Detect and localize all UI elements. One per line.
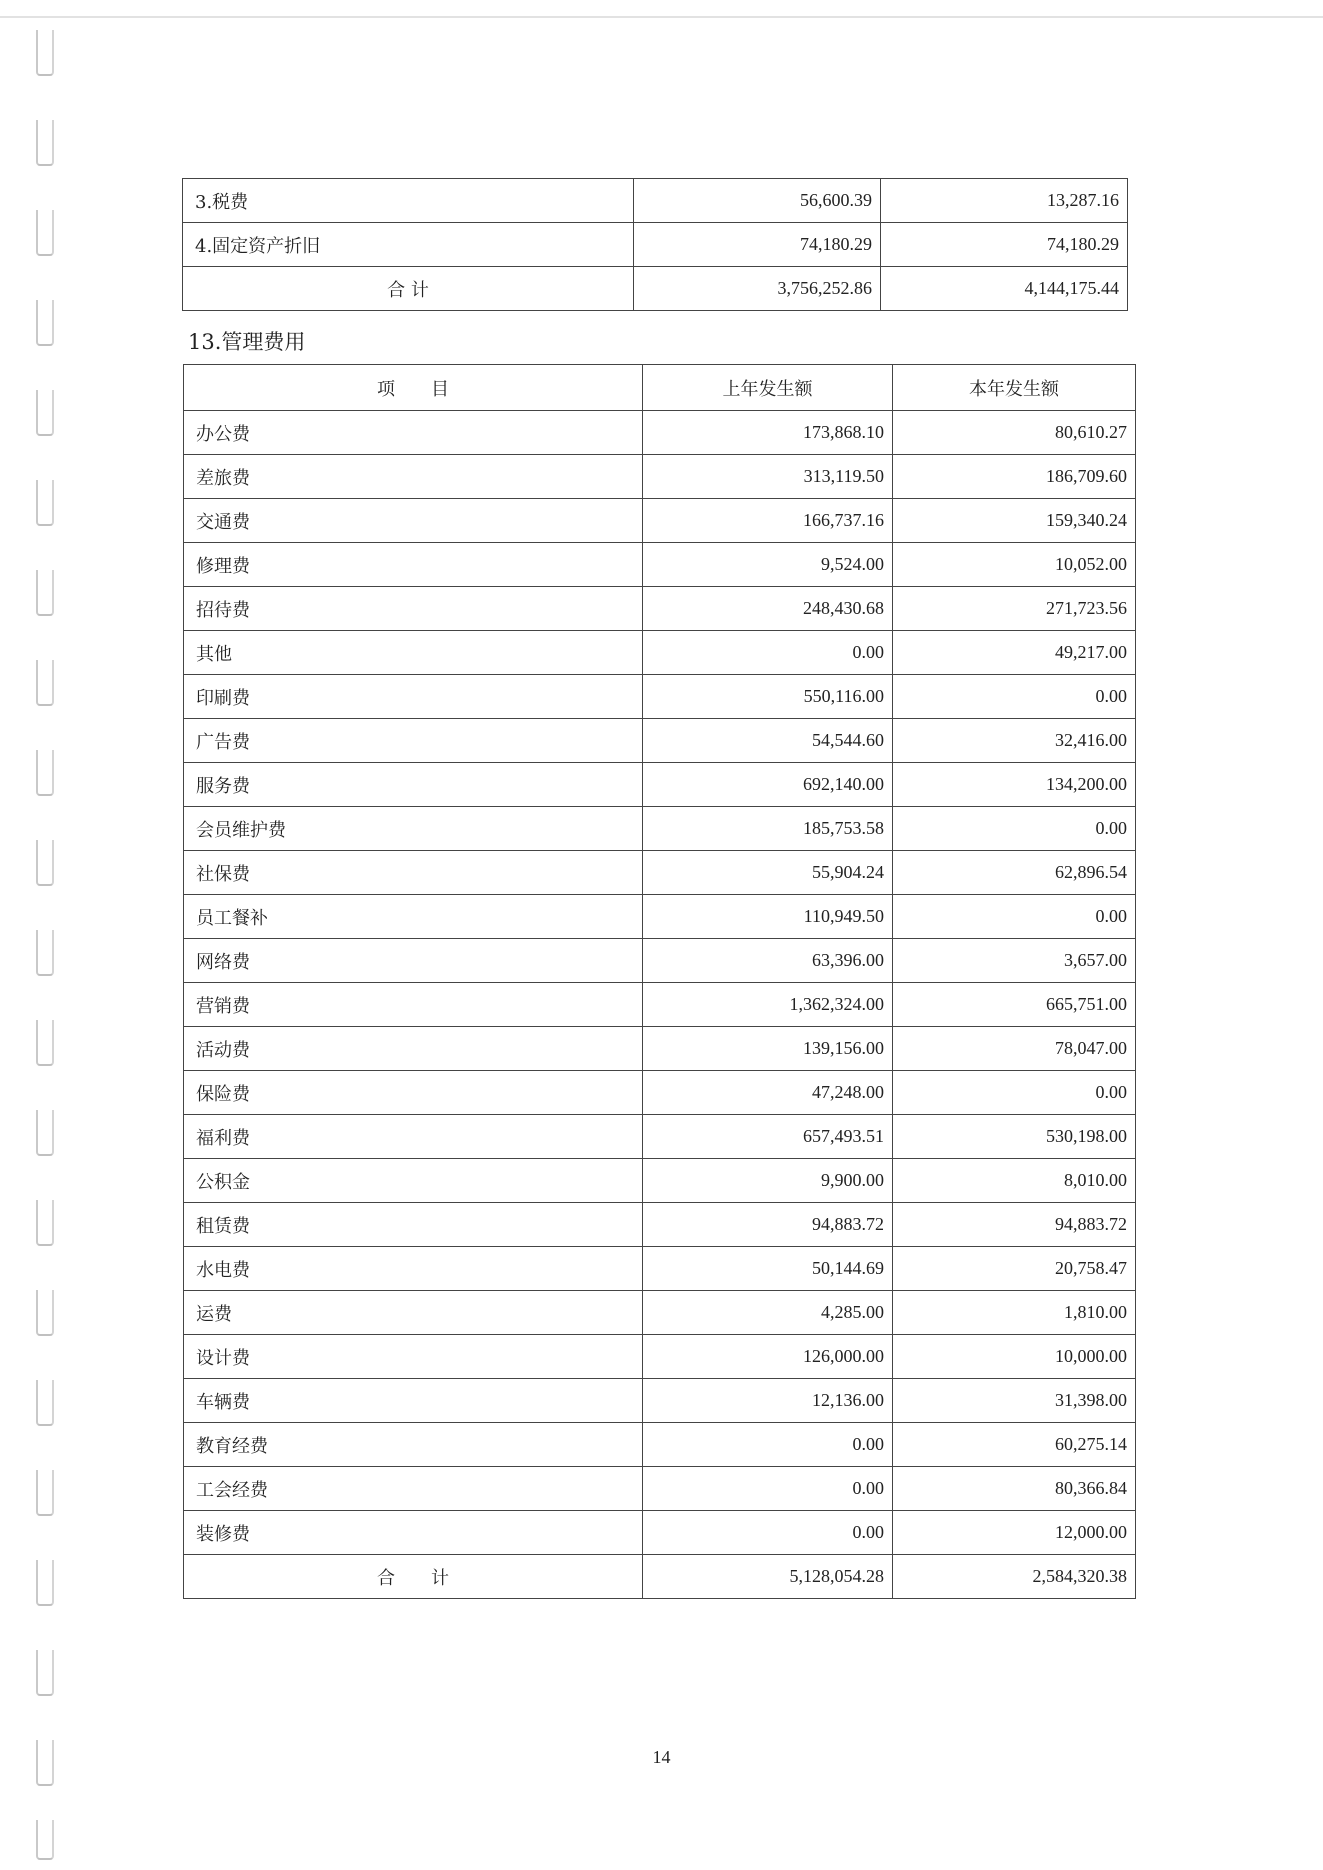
row-curr-year: 134,200.00 — [893, 763, 1136, 807]
row-item: 设计费 — [184, 1335, 643, 1379]
table-header-row — [184, 365, 1136, 411]
table-row — [184, 1511, 1136, 1555]
row-prev-year: 0.00 — [643, 631, 893, 675]
row-curr-year: 94,883.72 — [893, 1203, 1136, 1247]
row-curr-year: 60,275.14 — [893, 1423, 1136, 1467]
row-prev-year: 3,756,252.86 — [634, 267, 881, 311]
table-row — [184, 763, 1136, 807]
table-row — [184, 499, 1136, 543]
row-prev-year: 185,753.58 — [643, 807, 893, 851]
table-row — [184, 1467, 1136, 1511]
row-item: 活动费 — [184, 1027, 643, 1071]
row-prev-year: 550,116.00 — [643, 675, 893, 719]
row-prev-year: 1,362,324.00 — [643, 983, 893, 1027]
row-item: 社保费 — [184, 851, 643, 895]
row-curr-year: 78,047.00 — [893, 1027, 1136, 1071]
row-curr-year: 0.00 — [893, 675, 1136, 719]
row-curr-year: 159,340.24 — [893, 499, 1136, 543]
table-row — [184, 543, 1136, 587]
row-item: 合 计 — [184, 1555, 643, 1599]
row-item: 工会经费 — [184, 1467, 643, 1511]
table-row — [183, 223, 1128, 267]
row-item: 修理费 — [184, 543, 643, 587]
table-row — [184, 587, 1136, 631]
row-prev-year: 0.00 — [643, 1511, 893, 1555]
table-row — [184, 807, 1136, 851]
row-item: 网络费 — [184, 939, 643, 983]
row-curr-year: 0.00 — [893, 1071, 1136, 1115]
table-total-row — [184, 1555, 1136, 1599]
header-prev-year: 上年发生额 — [643, 365, 893, 411]
table-row — [184, 411, 1136, 455]
row-prev-year: 56,600.39 — [634, 179, 881, 223]
row-item: 福利费 — [184, 1115, 643, 1159]
table-row — [184, 1115, 1136, 1159]
row-prev-year: 94,883.72 — [643, 1203, 893, 1247]
row-curr-year: 0.00 — [893, 895, 1136, 939]
row-prev-year: 313,119.50 — [643, 455, 893, 499]
row-item: 广告费 — [184, 719, 643, 763]
row-curr-year: 530,198.00 — [893, 1115, 1136, 1159]
row-item: 车辆费 — [184, 1379, 643, 1423]
table-row — [184, 1335, 1136, 1379]
row-prev-year: 63,396.00 — [643, 939, 893, 983]
row-curr-year: 665,751.00 — [893, 983, 1136, 1027]
row-prev-year: 166,737.16 — [643, 499, 893, 543]
row-item: 3.税费 — [183, 179, 634, 223]
row-curr-year: 62,896.54 — [893, 851, 1136, 895]
row-item: 印刷费 — [184, 675, 643, 719]
row-prev-year: 4,285.00 — [643, 1291, 893, 1335]
binding-holes — [36, 20, 60, 1860]
row-item: 服务费 — [184, 763, 643, 807]
admin-expenses-table — [183, 364, 1136, 1599]
row-prev-year: 0.00 — [643, 1467, 893, 1511]
row-curr-year: 1,810.00 — [893, 1291, 1136, 1335]
row-curr-year: 8,010.00 — [893, 1159, 1136, 1203]
row-prev-year: 126,000.00 — [643, 1335, 893, 1379]
row-item: 差旅费 — [184, 455, 643, 499]
row-curr-year: 12,000.00 — [893, 1511, 1136, 1555]
header-item: 项 目 — [184, 365, 643, 411]
row-item: 4.固定资产折旧 — [183, 223, 634, 267]
row-curr-year: 3,657.00 — [893, 939, 1136, 983]
row-prev-year: 657,493.51 — [643, 1115, 893, 1159]
row-item: 公积金 — [184, 1159, 643, 1203]
page-top-edge — [0, 16, 1323, 18]
row-item: 教育经费 — [184, 1423, 643, 1467]
row-item: 合 计 — [183, 267, 634, 311]
table-row — [184, 1203, 1136, 1247]
row-curr-year: 32,416.00 — [893, 719, 1136, 763]
row-curr-year: 2,584,320.38 — [893, 1555, 1136, 1599]
table-row — [184, 1071, 1136, 1115]
row-item: 其他 — [184, 631, 643, 675]
row-curr-year: 0.00 — [893, 807, 1136, 851]
row-prev-year: 173,868.10 — [643, 411, 893, 455]
section-title: 13.管理费用 — [188, 330, 306, 354]
row-curr-year: 80,610.27 — [893, 411, 1136, 455]
row-prev-year: 248,430.68 — [643, 587, 893, 631]
table-row — [184, 1027, 1136, 1071]
row-prev-year: 55,904.24 — [643, 851, 893, 895]
row-curr-year: 186,709.60 — [893, 455, 1136, 499]
row-prev-year: 110,949.50 — [643, 895, 893, 939]
table-row — [184, 675, 1136, 719]
row-item: 租赁费 — [184, 1203, 643, 1247]
table-row — [184, 1379, 1136, 1423]
row-prev-year: 9,900.00 — [643, 1159, 893, 1203]
row-prev-year: 5,128,054.28 — [643, 1555, 893, 1599]
row-item: 装修费 — [184, 1511, 643, 1555]
row-curr-year: 13,287.16 — [881, 179, 1128, 223]
row-prev-year: 54,544.60 — [643, 719, 893, 763]
page-number: 14 — [652, 1747, 671, 1767]
row-prev-year: 9,524.00 — [643, 543, 893, 587]
table-row — [183, 179, 1128, 223]
row-item: 保险费 — [184, 1071, 643, 1115]
row-curr-year: 10,000.00 — [893, 1335, 1136, 1379]
row-item: 营销费 — [184, 983, 643, 1027]
table-total-row — [183, 267, 1128, 311]
row-curr-year: 49,217.00 — [893, 631, 1136, 675]
row-curr-year: 20,758.47 — [893, 1247, 1136, 1291]
table-row — [184, 983, 1136, 1027]
row-item: 员工餐补 — [184, 895, 643, 939]
table-row — [184, 939, 1136, 983]
row-item: 运费 — [184, 1291, 643, 1335]
row-item: 交通费 — [184, 499, 643, 543]
table-row — [184, 455, 1136, 499]
row-prev-year: 692,140.00 — [643, 763, 893, 807]
header-curr-year: 本年发生额 — [893, 365, 1136, 411]
row-curr-year: 31,398.00 — [893, 1379, 1136, 1423]
row-curr-year: 80,366.84 — [893, 1467, 1136, 1511]
table-row — [184, 851, 1136, 895]
table-row — [184, 1291, 1136, 1335]
row-item: 办公费 — [184, 411, 643, 455]
row-prev-year: 139,156.00 — [643, 1027, 893, 1071]
table-row — [184, 631, 1136, 675]
row-item: 会员维护费 — [184, 807, 643, 851]
row-curr-year: 271,723.56 — [893, 587, 1136, 631]
row-prev-year: 12,136.00 — [643, 1379, 893, 1423]
table-row — [184, 719, 1136, 763]
row-item: 招待费 — [184, 587, 643, 631]
selling-expenses-table-continued — [182, 178, 1128, 311]
row-prev-year: 50,144.69 — [643, 1247, 893, 1291]
row-prev-year: 74,180.29 — [634, 223, 881, 267]
table-row — [184, 1159, 1136, 1203]
row-curr-year: 4,144,175.44 — [881, 267, 1128, 311]
row-prev-year: 0.00 — [643, 1423, 893, 1467]
row-item: 水电费 — [184, 1247, 643, 1291]
row-prev-year: 47,248.00 — [643, 1071, 893, 1115]
table-row — [184, 895, 1136, 939]
table-row — [184, 1423, 1136, 1467]
row-curr-year: 74,180.29 — [881, 223, 1128, 267]
table-row — [184, 1247, 1136, 1291]
row-curr-year: 10,052.00 — [893, 543, 1136, 587]
